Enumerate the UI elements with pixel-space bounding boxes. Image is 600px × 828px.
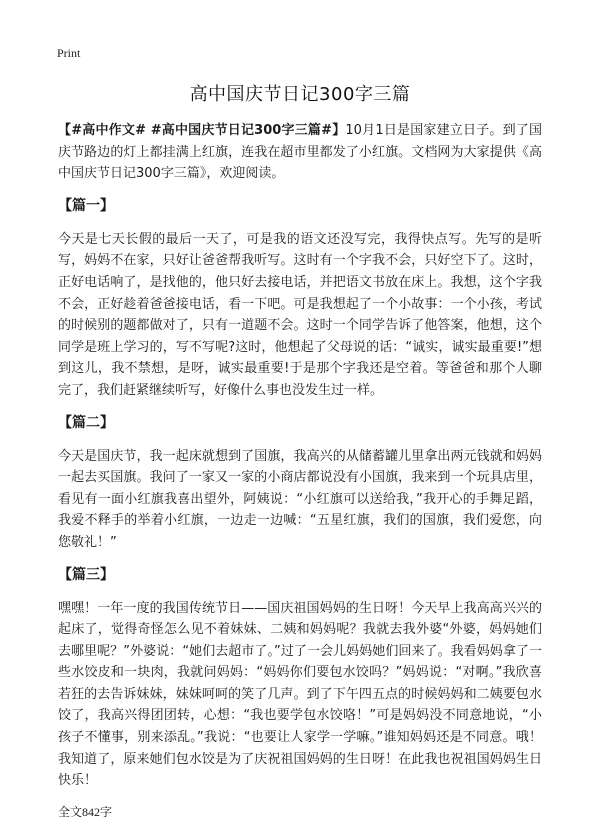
- section-paragraph-2: 今天是国庆节，我一起床就想到了国旗，我高兴的从储蓄罐儿里拿出两元钱就和妈妈一起去买国旗。我问了一家又一家的小商店都说没有小国旗，我来到一个玩具店里，看见有一面小红旗我喜出望外，阿姨说：“小红旗可以送给我，”我开心的手舞足蹈，我爱不释手的举着小红旗，一边走一边喊：“五星红旗，我们的国旗，我们爱您，向您敬礼！”: [58, 448, 542, 550]
- section-heading-1: 【篇一】: [58, 197, 114, 214]
- section-heading-3: 【篇三】: [58, 566, 114, 583]
- article-body: [58, 120, 542, 822]
- print-link[interactable]: Print: [57, 46, 81, 60]
- intro-paragraph: [58, 120, 542, 185]
- intro-text: 10月1日是国家建立日子。到了国庆节路边的灯上都挂满上红旗，连我在超市里都发了小红旗。文档网为大家提供《高中国庆节日记300字三篇》，欢迎阅读。: [58, 123, 542, 182]
- section-paragraph-3: 嘿嘿！一年一度的我国传统节日——国庆祖国妈妈的生日呀！今天早上我高高兴兴的起床了，觉得奇怪怎么见不着妹妹、二姨和妈妈呢？我就去我外婆“外婆，妈妈她们去哪里呢？”外婆说：“她们去超市了。”过了一会儿妈妈她们回来了。我看妈妈拿了一些水饺皮和一块肉，我就问妈妈：“妈妈你们要包水饺吗？”妈妈说：“对啊。”我欣喜若狂的去告诉妹妹，妹妹呵呵的笑了几声。到了下午四五点的时候妈妈和二姨要包水饺了，我高兴得团团转，心想：“我也要学包水饺咯！”可是妈妈没不同意地说，“小孩子不懂事，别来添乱。”我说：“也要让人家学一学嘛。”谁知妈妈还是不同意。哦！我知道了，原来她们包水饺是为了庆祝祖国妈妈的生日呀！在此我也祝祖国妈妈生日快乐！: [58, 600, 542, 789]
- page-title: 高中国庆节日记300字三篇: [189, 84, 411, 105]
- word-count: 全文842字: [58, 804, 113, 819]
- section-heading-2: 【篇二】: [58, 414, 114, 431]
- section-paragraph-1: 今天是七天长假的最后一天了，可是我的语文还没写完，我得快点写。先写的是听写，妈妈不在家，只好让爸爸帮我听写。这时有一个字我不会，只好空下了。这时，正好电话响了，是找他的，他只好去接电话，并把语文书放在床上。我想，这个字我不会，正好趁着爸爸接电话，看一下吧。可是我想起了一个小故事：一个小孩，考试的时候别的题都做对了，只有一道题不会。这时一个同学告诉了他答案，他想，这个同学是班上学习的，写不写呢?这时，他想起了父母说的话：“诚实，诚实最重要!”想到这儿，我不禁想，是呀，诚实最重要!于是那个字我还是空着。等爸爸和那个人聊完了，我们赶紧继续听写，好像什么事也没发生过一样。: [58, 231, 542, 398]
- intro-tags: 【#高中作文# #高中国庆节日记300字三篇#】: [58, 123, 346, 138]
